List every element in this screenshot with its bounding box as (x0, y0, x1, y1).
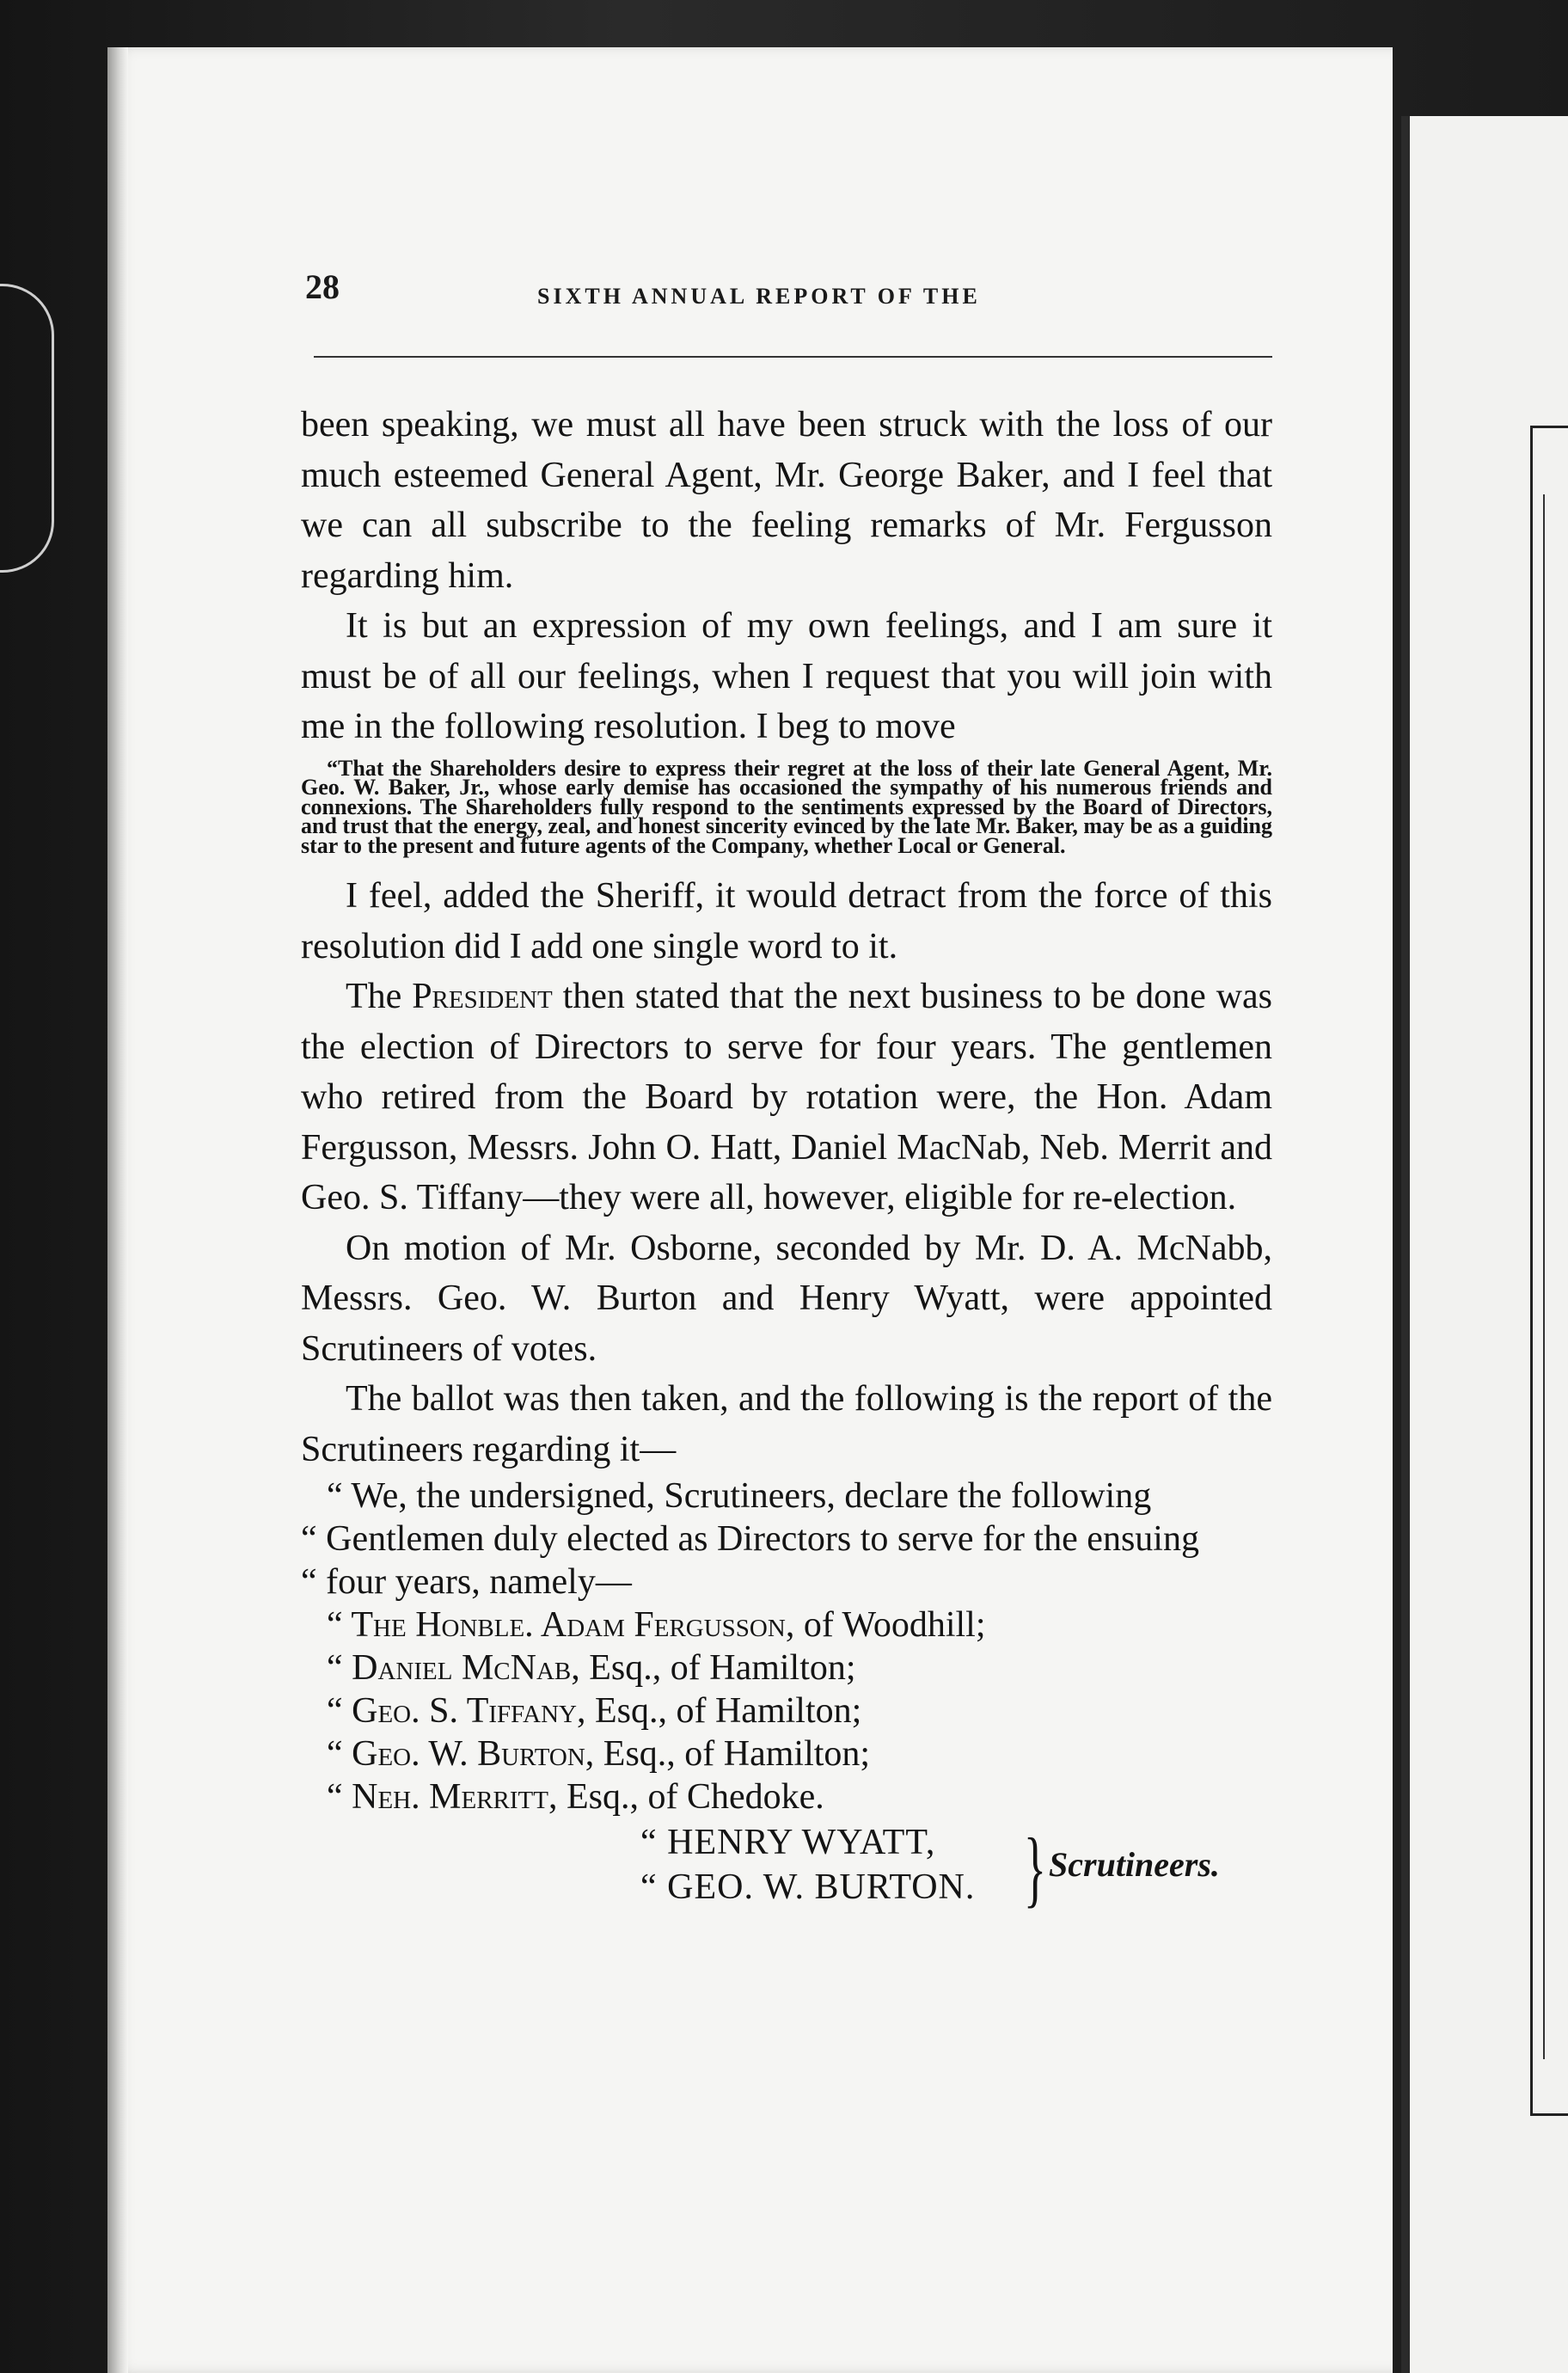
director-place: Esq., of Chedoke. (566, 1777, 824, 1817)
signer-role: Scrutineers. (1049, 1845, 1220, 1884)
paragraph-5: On motion of Mr. Osborne, seconded by Mr. D. A. McNabb, Messrs. Geo. W. Burton and Henry Wyatt, were appointed Scrutineers of votes. (301, 1228, 1272, 1369)
director-place: Esq., of Hamilton; (594, 1691, 862, 1731)
binding-thread (0, 284, 54, 573)
director-place: Esq., of Hamilton; (603, 1734, 871, 1774)
page-body (301, 400, 1272, 1919)
director-name: “ Geo. S. Tiffany, (327, 1691, 586, 1731)
director-line (301, 1689, 1272, 1732)
facing-page-frame-inner (1543, 494, 1568, 2059)
page-gutter-shadow (107, 47, 128, 2373)
report-line-2: “ Gentlemen duly elected as Directors to serve for the ensuing (301, 1519, 1199, 1559)
paragraph-4-lead: The (346, 977, 402, 1016)
director-place: of Woodhill; (803, 1605, 986, 1645)
report-line-3: “ four years, namely— (301, 1562, 632, 1602)
paragraph-4-rest: then stated that the next business to be done was the election of Directors to serve for four years. The gentlemen who retired from the Board by rotation were, the Hon. Adam Fergusson, Messrs. John O. Hatt, Daniel MacNab, Neb. Merrit and Geo. S. Tiffany—they were all, however, eligible for re-election. (301, 977, 1273, 1217)
director-name: “ Daniel McNab, (327, 1648, 580, 1688)
header-rule (314, 356, 1272, 358)
signer-name: “ GEO. W. BURTON. (640, 1867, 976, 1907)
signature-block (301, 1820, 1272, 1919)
director-line (301, 1603, 1272, 1646)
president-smallcaps: President (412, 977, 553, 1016)
director-name: “ Neh. Merritt, (327, 1777, 558, 1817)
paragraph-2: It is but an expression of my own feelings, and I am sure it must be of all our feelings, when I request that you will join with me in the following resolution. I beg to move (301, 606, 1272, 746)
page-number: 28 (305, 267, 340, 306)
signer-names (640, 1820, 975, 1910)
curly-brace-icon: } (1023, 1820, 1047, 1916)
director-line (301, 1732, 1272, 1775)
resolution-quote: “That the Shareholders desire to express their regret at the loss of their late General Agent, Mr. Geo. W. Baker, Jr., whose early demise has occasioned the sympathy of his numerous friends and connexions. The Shareholders fully respond to the sentiments expressed by the Board of Directors, and trust that the energy, zeal, and honest sincerity evinced by the late Mr. Baker, may be as a guiding star to the present and future agents of the Company, whether Local or General. (301, 755, 1272, 858)
paragraph-6: The ballot was then taken, and the following is the report of the Scrutineers regarding it— (301, 1379, 1272, 1469)
director-place: Esq., of Hamilton; (589, 1648, 856, 1688)
page-header (305, 267, 1272, 318)
running-head: SIXTH ANNUAL REPORT OF THE (537, 284, 981, 309)
director-line (301, 1646, 1272, 1689)
scrutineers-report (301, 1475, 1272, 1818)
director-name: “ Geo. W. Burton, (327, 1734, 595, 1774)
facing-page-edge (1401, 116, 1568, 2373)
signer-name: “ HENRY WYATT, (640, 1823, 936, 1862)
report-line-1: “ We, the undersigned, Scrutineers, declare the following (327, 1476, 1152, 1516)
paragraph-1: been speaking, we must all have been struck with the loss of our much esteemed General Agent, Mr. George Baker, and I feel that we can all subscribe to the feeling remarks of Mr. Fergusson regarding him. (301, 405, 1272, 596)
director-name: “ The Honble. Adam Fergusson, (327, 1605, 795, 1645)
paragraph-3: I feel, added the Sheriff, it would detract from the force of this resolution did I add one single word to it. (301, 876, 1272, 966)
paragraph-4 (301, 972, 1272, 1223)
director-line (301, 1775, 1272, 1818)
